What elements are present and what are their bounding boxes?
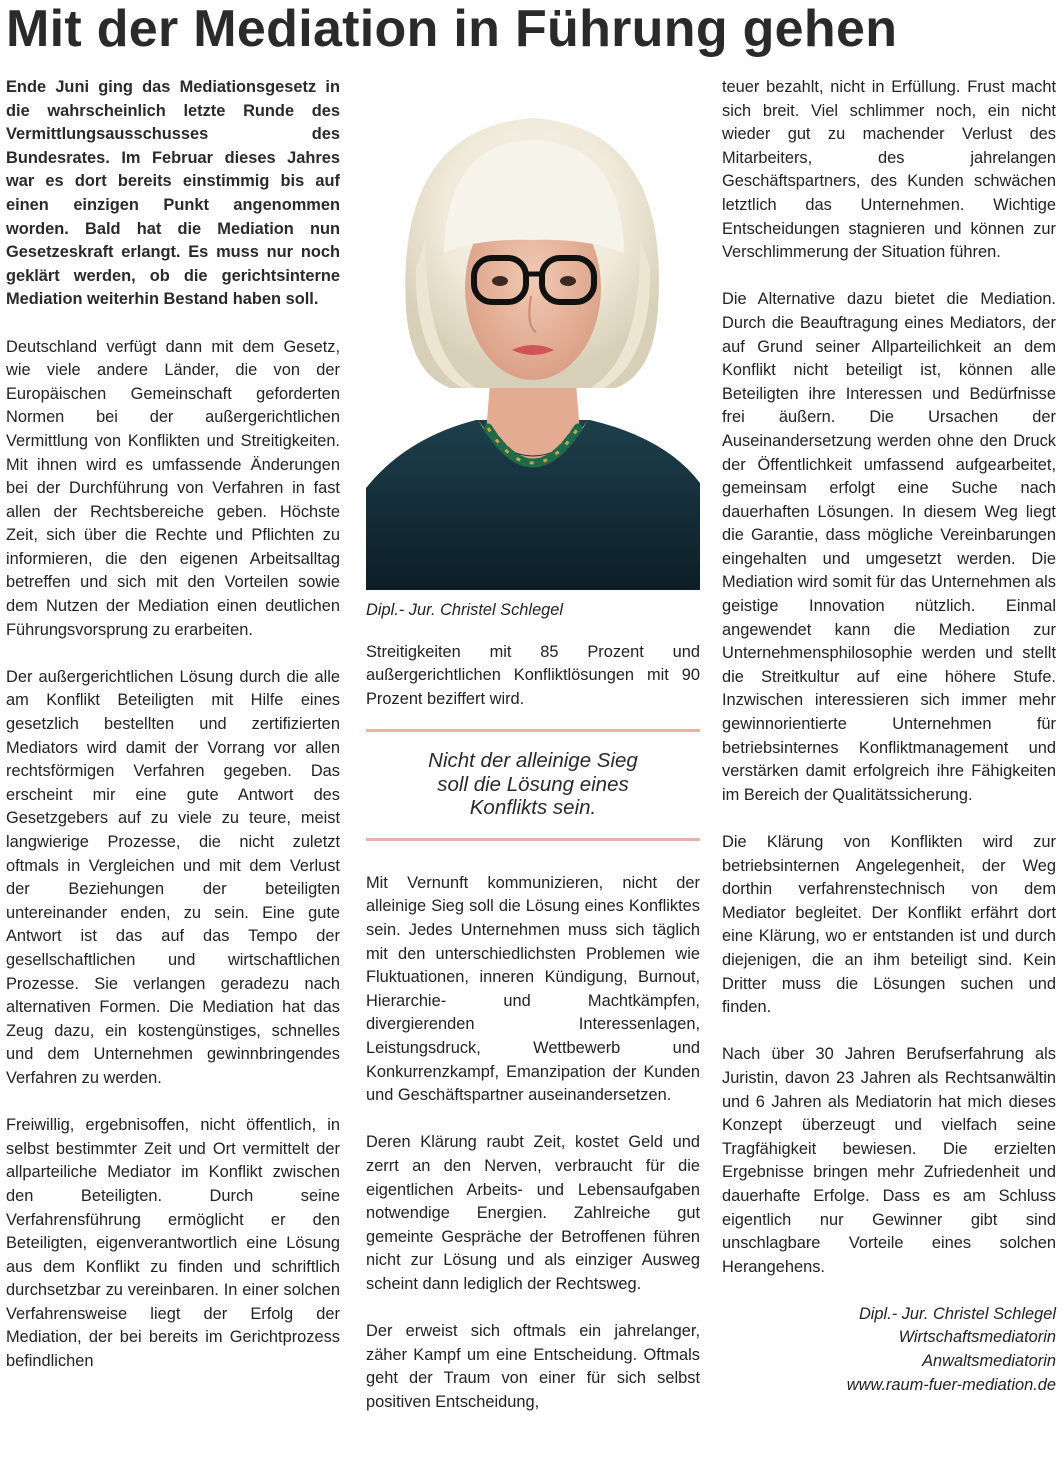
lead-paragraph: Ende Juni ging das Mediationsgesetz in die wahrscheinlich letzte Runde des Vermittlungsausschusses des Bundesrates. Im Februar dieses Jahres war es dort bereits einstimmig bis auf einen einzigen Punkt angenommen worden. Bald hat die Mediation nun Gesetzeskraft erlangt. Es muss nur noch geklärt werden, ob die gerichtsinterne Mediation weiterhin Bestand haben soll. [6,78,340,309]
pullquote-line: Konflikts sein. [469,796,597,820]
body-paragraph: Der erweist sich oftmals ein jahrelanger, zäher Kampf um eine Entscheidung. Oftmals geht der Traum von einer für sich selbst positiven Entscheidung, [366,1322,700,1411]
author-portrait [366,88,700,590]
column-2 [366,76,700,1438]
author-signature [722,1303,1056,1397]
article-headline: Mit der Mediation in Führung gehen [6,0,898,58]
body-paragraph: Deren Klärung raubt Zeit, kostet Geld und zerrt an den Nerven, verbraucht für die eigentlichen Arbeits- und Lebensaufgaben notwendige Energien. Zahlreiche gut gemeinte Gespräche der Betroffenen führen nicht zur Lösung und als einziger Ausweg scheint dann lediglich der Rechtsweg. [366,1133,700,1293]
pullquote-rule-top [366,729,700,732]
signature-role: Anwaltsmediatorin [922,1352,1056,1371]
body-paragraph: teuer bezahlt, nicht in Erfüllung. Frust macht sich breit. Viel schlimmer noch, ein nicht wieder gut zu machender Verlust des Mitarbeiters, des jahrelangen Geschäftspartners, des Kunden schwächen letztlich das Unternehmen. Wichtige Entscheidungen stagnieren und können zur Verschlimmerung der Situation führen. [722,78,1056,262]
pullquote-rule-bottom [366,838,700,841]
body-paragraph: Der außergerichtlichen Lösung durch die alle am Konflikt Beteiligten mit Hilfe eines gesetzlich bestellten und zertifizierten Mediators wird damit der Vorrang vor allen rechtsförmigen Verfahren gegeben. Das erscheint mir eine gute Antwort des Gesetzgebers auf zu viele zu teure, meist langwierige Prozesse, die nicht zuletzt oftmals in Vergleichen und mit dem Verlust der Beziehungen der beteiligten untereinander enden, zu sein. Eine gute Antwort ist das auf das Tempo der gesellschaftlichen und wirtschaftlichen Prozesse. Sie verlangen geradezu nach alternativen Formen. Die Mediation hat das Zeug dazu, ein kostengünstiges, schnelles und dem Unternehmen gewinnbringendes Verfahren zu werden. [6,667,340,1087]
body-paragraph: Die Alternative dazu bietet die Mediation. Durch die Beauftragung eines Mediators, der auf Grund seiner Allparteilichkeit an dem Konflikt nicht beteiligt ist, können alle Beteiligten ihre Interessen und Bedürfnisse frei äußern. Die Ursachen der Auseinandersetzung werden ohne den Druck der Öffentlichkeit umfassend aufgearbeitet, gemeinsam erfolgt eine Suche nach dauerhaften Lösungen. In diesem Weg liegt die Garantie, dass mögliche Vereinbarungen eingehalten und umgesetzt werden. Die Mediation wird somit für das Unternehmen als geistige Innovation nützlich. Einmal angewendet kann die Mediation zur Unternehmensphilosophie werden und stellt die Streitkultur auf eine höhere Stufe. Inzwischen interessieren sich immer mehr gewinnorientierte Unternehmen für betriebsinternes Konfliktmanagement und verstärken damit erfolgreich ihre Fähigkeiten im Bereich der Qualitätssicherung. [722,290,1056,804]
signature-role: Wirtschaftsmediatorin [898,1328,1056,1347]
column-3 [722,76,1056,1397]
body-paragraph: Deutschland verfügt dann mit dem Gesetz, wie viele andere Länder, die von der Europäischen Gemeinschaft geforderten Normen bei der außergerichtlichen Vermittlung von Konflikten und Streitigkeiten. Mit ihnen wird es umfassende Änderungen bei der Durchführung von Verfahren in fast allen der Rechtsbereiche geben. Höchste Zeit, sich über die Rechte und Pflichten zu informieren, die den eigenen Arbeitsalltag betreffen und sich mit den Vorteilen sowie dem Nutzen der Mediation einen deutlichen Führungsvorsprung zu erarbeiten. [6,337,340,639]
photo-caption: Dipl.- Jur. Christel Schlegel [366,601,564,619]
body-paragraph: Mit Vernunft kommunizieren, nicht der alleinige Sieg soll die Lösung eines Konfliktes sein. Jedes Unternehmen muss sich täglich mit den unterschiedlichsten Problemen wie Fluktuationen, inneren Kündigung, Burnout, Hierarchie- und Machtkämpfen, divergierenden Interessenlagen, Leistungsdruck, Wettbewerb und Konkurrenzkampf, Emanzipation der Kunden und Geschäftspartner auseinandersetzen. [366,873,700,1105]
body-paragraph: Nach über 30 Jahren Berufserfahrung als Juristin, davon 23 Jahren als Rechtsanwältin und 6 Jahren als Mediatorin hat mich dieses Konzept überzeugt und vielfach seine Tragfähigkeit bewiesen. Die erzielten Ergebnisse bringen mehr Zufriedenheit und dauerhafte Erfolge. Dass es am Schluss eigentlich nur Gewinner gibt sind unschlagbare Vorteile eines solchen Herangehens. [722,1045,1056,1276]
body-paragraph: Streitigkeiten mit 85 Prozent und außergerichtlichen Konfliktlösungen mit 90 Prozent beziffert wird. [366,642,700,708]
body-paragraph: Die Klärung von Konflikten wird zur betriebsinternen Angelegenheit, der Weg dorthin verfahrenstechnisch von dem Mediator begleitet. Der Konflikt erfährt dort eine Klärung, wo er entstanden ist und durch diejenigen, die an ihm beteiligt sind. Kein Dritter muss die Lösungen suchen und finden. [722,833,1056,1017]
pullquote [366,749,700,820]
body-paragraph: Freiwillig, ergebnisoffen, nicht öffentlich, in selbst bestimmter Zeit und Ort vermittelt der allparteiliche Mediator im Konflikt zwischen den Beteiligten. Durch seine Verfahrensführung ermöglicht er den Beteiligten, eigenverantwortlich eine Lösung aus dem Konflikt zu finden und schriftlich durchsetzbar zu vereinbaren. In einer solchen Verfahrensweise liegt der Erfolg der Mediation, der bei bereits im Gerichtprozess befindlichen [6,1116,340,1371]
column-1 [6,76,340,1397]
signature-name: Dipl.- Jur. Christel Schlegel [858,1304,1056,1323]
pullquote-line: Nicht der alleinige Sieg [428,749,638,773]
signature-website: www.raum-fuer-mediation.de [846,1375,1056,1394]
pullquote-line: soll die Lösung eines [437,772,629,796]
portrait-illustration [366,88,700,590]
